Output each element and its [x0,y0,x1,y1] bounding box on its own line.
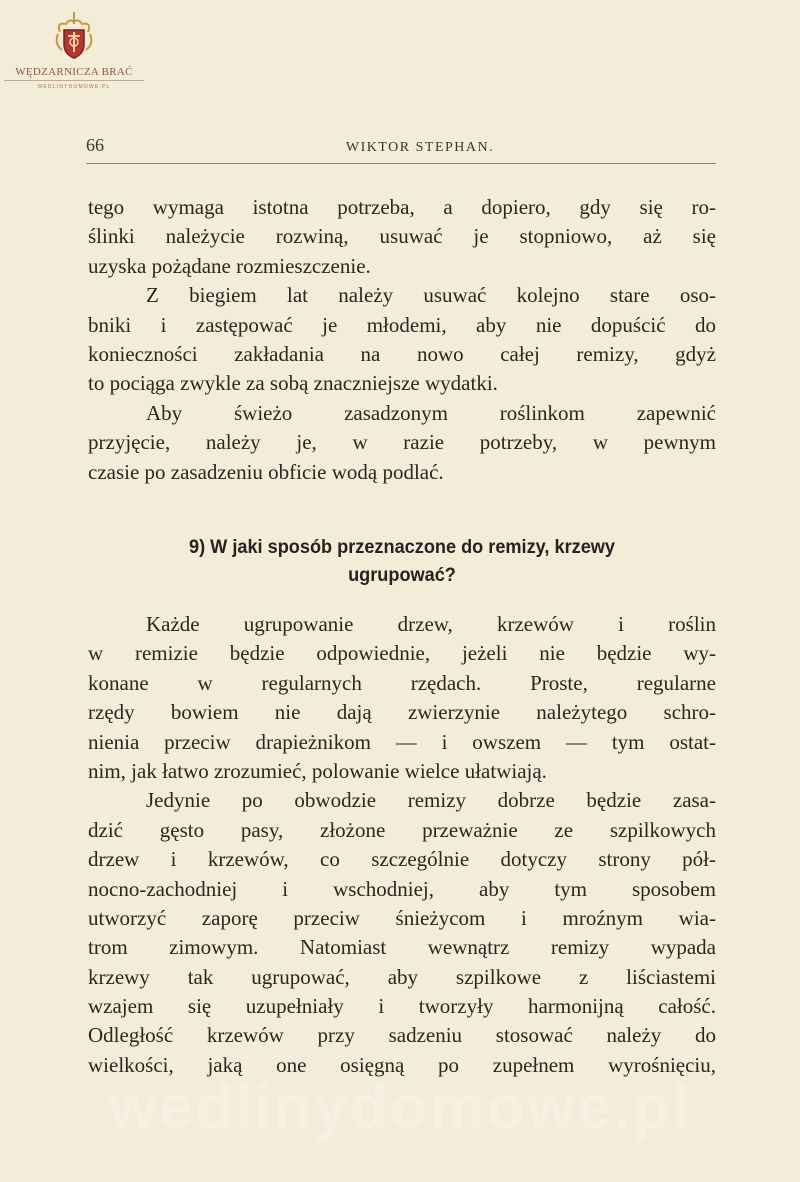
logo-name: WĘDZARNICZA BRAĆ [15,66,133,78]
section-heading [88,533,716,589]
text-line: Odległość krzewów przy sadzeniu stosować należy do [88,1023,716,1048]
logo-divider [4,80,144,81]
text-line: wielkości, jaką one osięgną po zupełnem wyrośnięciu, [88,1052,716,1077]
text-line: wzajem się uzupełniały i tworzyły harmonijną całość. [88,994,716,1019]
text-line: Każde ugrupowanie drzew, krzewów i roślin [146,612,716,636]
text-line: drzew i krzewów, co szczególnie dotyczy strony pół- [88,847,716,872]
text-line: nocno-zachodniej i wschodniej, aby tym sposobem [88,876,716,901]
running-head: WIKTOR STEPHAN. [345,140,495,155]
publisher-logo[interactable] [0,0,150,100]
text-line: nim, jak łatwo zrozumieć, polowanie wielce ułatwiają. [88,758,547,783]
logo-url: WEDLINYDOMOWE.PL [37,84,111,90]
header-divider [86,163,716,164]
text-line: w remizie będzie odpowiednie, jeżeli nie będzie wy- [88,641,716,666]
text-line: Z biegiem lat należy usuwać kolejno stare oso- [146,283,716,308]
text-line: czasie po zasadzeniu obficie wodą podlać. [88,459,444,484]
text-line: ślinki należycie rozwiną, usuwać je stopniowo, aż się [88,224,716,249]
text-line: nienia przeciw drapieżnikom — i owszem — tym ostat- [88,729,716,754]
text-line: dzić gęsto pasy, złożone przeważnie ze szpilkowych [88,817,716,842]
text-line: Aby świeżo zasadzonym roślinkom zapewnić [146,400,716,425]
heading-line-1: 9) W jaki sposób przeznaczone do remizy, krzewy [189,536,615,558]
paragraph-block-2 [88,610,716,1080]
site-watermark: wedlinydomowe.pl [108,1073,692,1142]
text-line: to pociąga zwykle za sobą znaczniejsze wydatki. [88,371,498,396]
text-line: utworzyć zaporę przeciw śnieżycom i mroźnym wia- [88,905,716,930]
text-line: bniki i zastępować je młodemi, aby nie dopuścić do [88,312,716,337]
text-line: rzędy bowiem nie dają zwierzynie należytego schro- [88,700,716,725]
text-line: trom zimowym. Natomiast wewnątrz remizy wypada [88,935,716,960]
page-number: 66 [86,135,104,155]
text-line: przyjęcie, należy je, w razie potrzeby, w pewnym [88,430,716,455]
heading-line-2: ugrupować? [348,564,456,586]
text-line: tego wymaga istotna potrzeba, a dopiero, gdy się ro- [88,195,716,219]
text-line: Jedynie po obwodzie remizy dobrze będzie zasa- [146,788,716,813]
text-line: konieczności zakładania na nowo całej remizy, gdyż [88,341,716,366]
text-line: konane w regularnych rzędach. Proste, regularne [88,670,716,695]
coat-of-arms-icon [52,10,96,62]
text-line: uzyska pożądane rozmieszczenie. [88,253,371,278]
text-line: krzewy tak ugrupować, aby szpilkowe z liściastemi [88,964,716,989]
paragraph-block-1 [88,193,716,487]
